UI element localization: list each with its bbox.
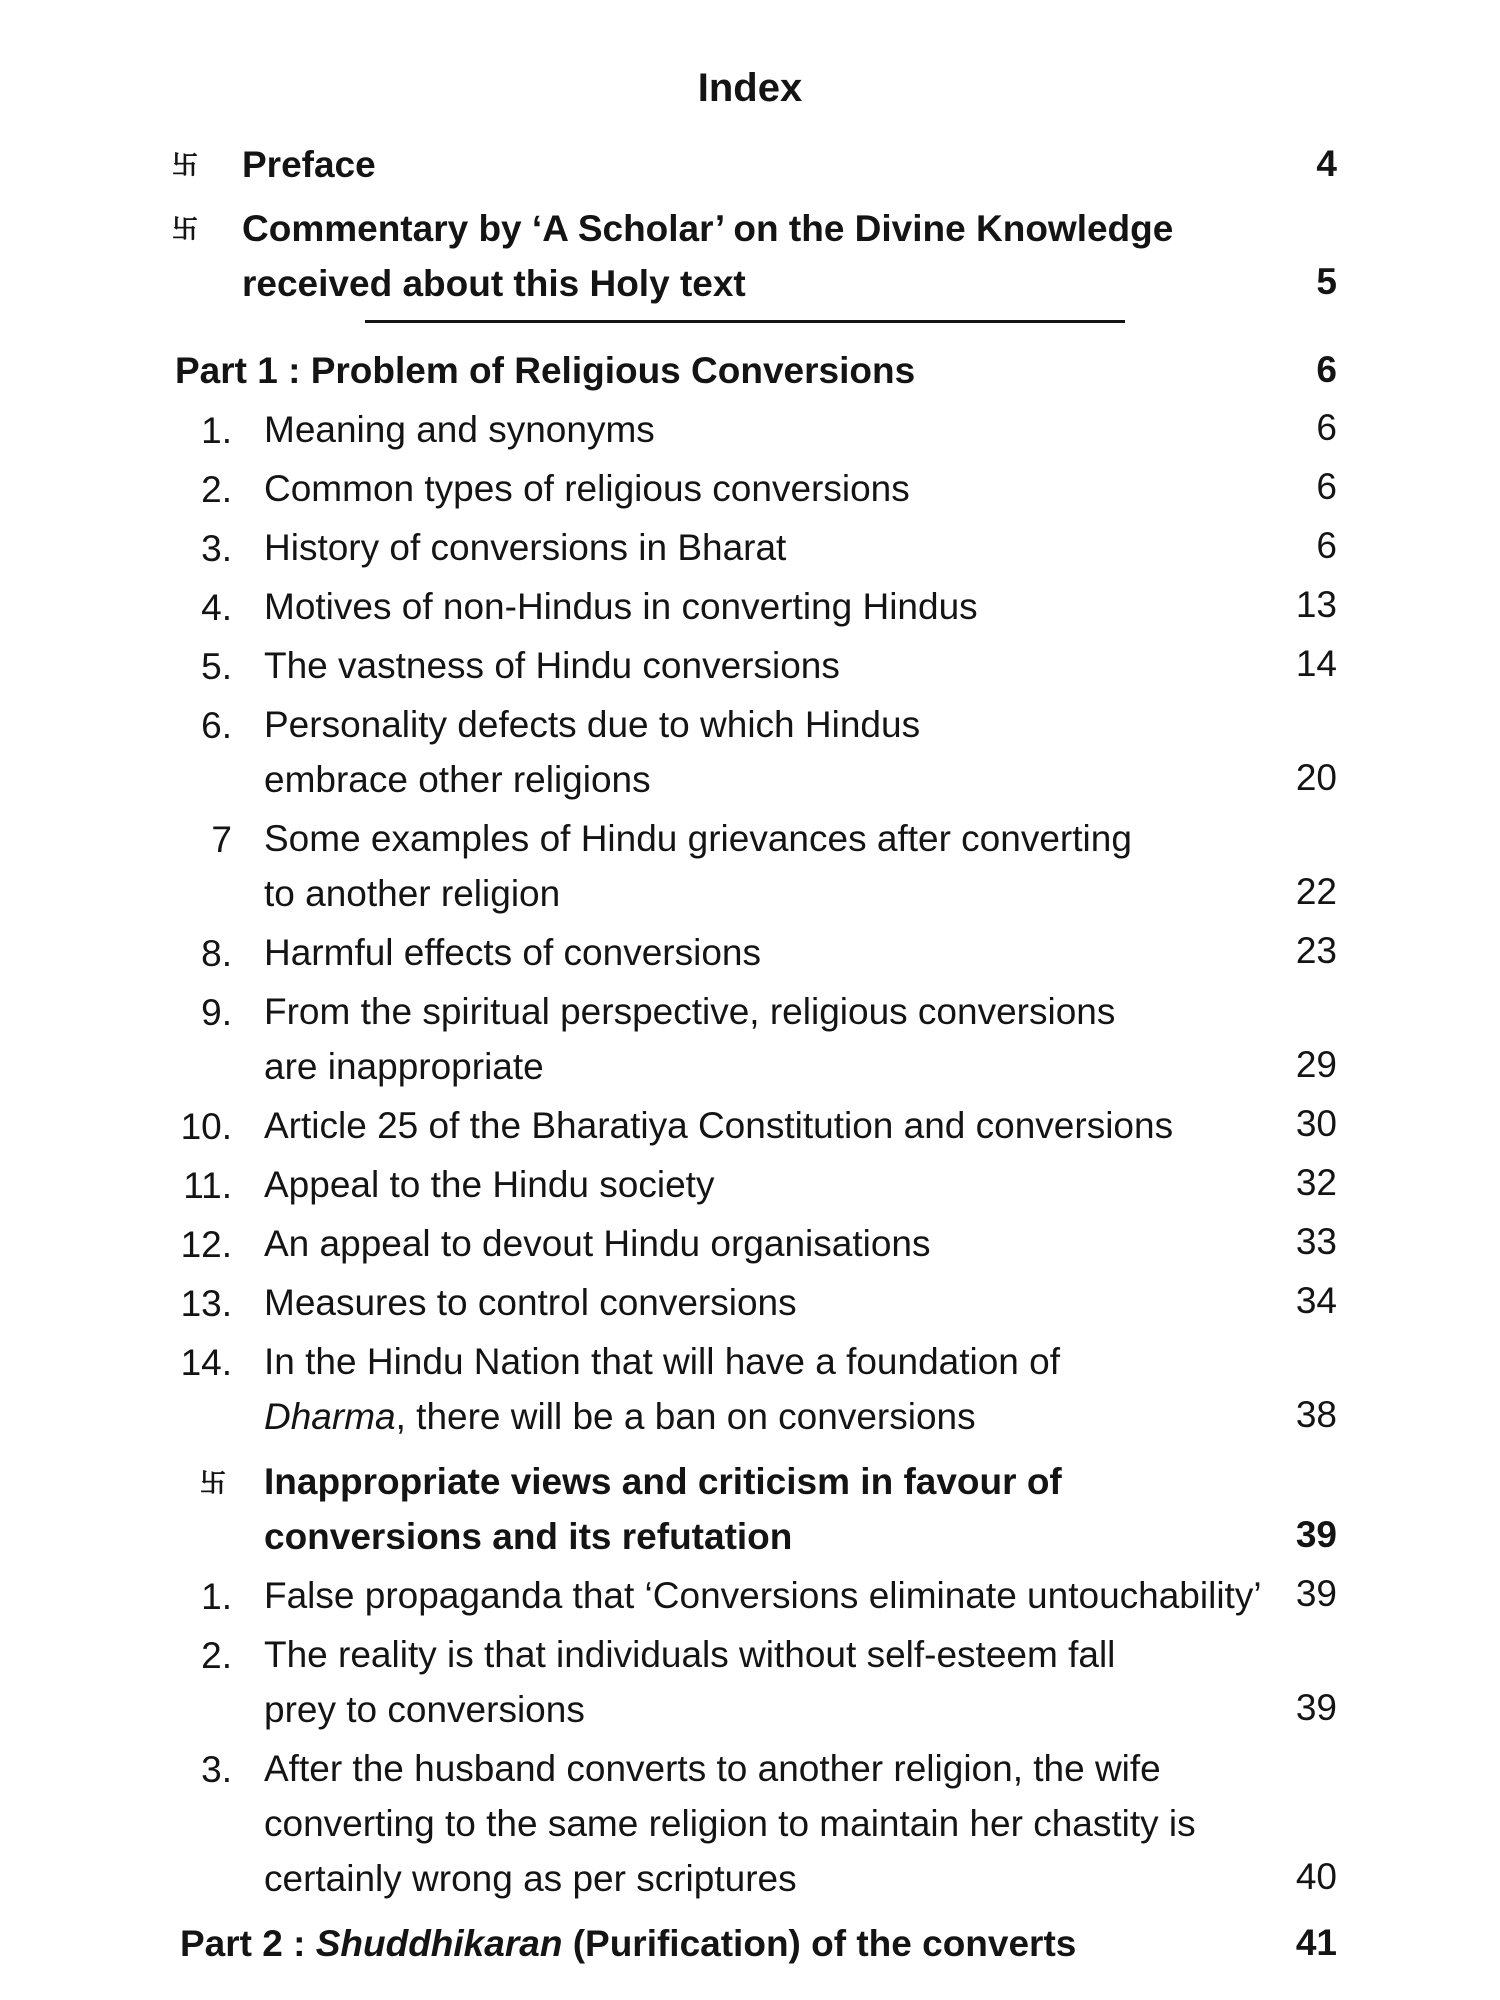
item-number: 9.	[201, 992, 232, 1033]
item-page: 38	[1295, 1394, 1337, 1435]
item-title: The reality is that individuals without self-esteem fall	[264, 1634, 1116, 1675]
part2-prefix: Part 2 :	[180, 1923, 316, 1964]
item-page: 33	[1295, 1221, 1337, 1262]
item-title: History of conversions in Bharat	[264, 527, 787, 568]
item-page: 32	[1295, 1162, 1337, 1203]
item-page: 13	[1295, 584, 1337, 625]
item-title: Meaning and synonyms	[264, 409, 655, 450]
item-title: The vastness of Hindu conversions	[264, 645, 840, 686]
part2-heading	[180, 1925, 1076, 1962]
item-number: 13.	[180, 1283, 232, 1324]
part1-page: 6	[1316, 349, 1337, 390]
item-title-line2: to another religion	[264, 873, 561, 914]
item-number: 5.	[201, 646, 232, 687]
item-page: 6	[1316, 407, 1337, 448]
toc-entry-preface: Preface	[242, 144, 376, 185]
item-title: Article 25 of the Bharatiya Constitution and conversions	[264, 1105, 1174, 1146]
item-page: 6	[1316, 466, 1337, 507]
item-number: 1.	[201, 1576, 232, 1617]
item-title-line2: are inappropriate	[264, 1046, 544, 1087]
item-page: 39	[1295, 1687, 1337, 1728]
item-title-line2: prey to conversions	[264, 1689, 585, 1730]
item-page: 23	[1295, 930, 1337, 971]
item-number: 2.	[201, 469, 232, 510]
item-title-line2	[264, 1398, 976, 1435]
subsection-page: 39	[1295, 1514, 1337, 1555]
part2-page: 41	[1295, 1922, 1337, 1963]
item-number: 4.	[201, 587, 232, 628]
item-title-line3: certainly wrong as per scriptures	[264, 1858, 797, 1899]
item-number: 6.	[201, 705, 232, 746]
item-number: 3.	[201, 528, 232, 569]
item-number: 3.	[201, 1749, 232, 1790]
item-title: Some examples of Hindu grievances after converting	[264, 818, 1132, 859]
item-title: Measures to control conversions	[264, 1282, 797, 1323]
item-number: 2.	[201, 1635, 232, 1676]
part1-title: Problem of Religious Conversions	[310, 350, 916, 391]
item-title: Personality defects due to which Hindus	[264, 704, 921, 745]
item-page: 39	[1295, 1573, 1337, 1614]
swastika-icon: 卐	[172, 151, 199, 181]
item-title: Motives of non-Hindus in converting Hindus	[264, 586, 978, 627]
swastika-icon: 卐	[172, 215, 199, 245]
toc-page-commentary: 5	[1316, 261, 1337, 302]
item-number: 8.	[201, 933, 232, 974]
item-title: Common types of religious conversions	[264, 468, 910, 509]
swastika-icon: 卐	[200, 1469, 227, 1499]
item-page: 29	[1295, 1044, 1337, 1085]
item-title: False propaganda that ‘Conversions eliminate untouchability’	[264, 1575, 1262, 1616]
item-title-line2: converting to the same religion to maintain her chastity is	[264, 1803, 1196, 1844]
part1-prefix: Part 1 :	[175, 350, 311, 391]
item-number: 14.	[180, 1342, 232, 1383]
subsection-heading: Inappropriate views and criticism in favour of	[264, 1461, 1062, 1502]
item-number: 1.	[201, 410, 232, 451]
toc-page-preface: 4	[1316, 143, 1337, 184]
item-number: 12.	[180, 1224, 232, 1265]
item-page: 20	[1295, 757, 1337, 798]
part1-heading	[175, 352, 915, 389]
item-number: 7	[211, 819, 232, 860]
item-title: In the Hindu Nation that will have a foundation of	[264, 1341, 1061, 1382]
item-page: 22	[1295, 871, 1337, 912]
item-page: 30	[1295, 1103, 1337, 1144]
item-page: 14	[1295, 643, 1337, 684]
section-divider	[365, 320, 1125, 323]
item-title: After the husband converts to another religion, the wife	[264, 1748, 1161, 1789]
item-title: An appeal to devout Hindu organisations	[264, 1223, 931, 1264]
dharma-term: Dharma	[264, 1396, 396, 1437]
item-page: 40	[1295, 1856, 1337, 1897]
part2-title-rest: (Purification) of the converts	[562, 1923, 1077, 1964]
item-title-line2: embrace other religions	[264, 759, 651, 800]
item-title: From the spiritual perspective, religious conversions	[264, 991, 1116, 1032]
item-title-line2-rest: , there will be a ban on conversions	[395, 1396, 976, 1437]
toc-entry-commentary: Commentary by ‘A Scholar’ on the Divine Knowledge	[242, 208, 1174, 249]
subsection-heading-line2: conversions and its refutation	[264, 1516, 793, 1557]
item-page: 34	[1295, 1280, 1337, 1321]
page-title: Index	[697, 66, 803, 110]
item-number: 11.	[183, 1165, 232, 1206]
item-title: Appeal to the Hindu society	[264, 1164, 715, 1205]
item-page: 6	[1316, 525, 1337, 566]
item-number: 10.	[180, 1106, 232, 1147]
toc-entry-commentary-line2: received about this Holy text	[242, 263, 746, 304]
item-title: Harmful effects of conversions	[264, 932, 761, 973]
part2-title-italic: Shuddhikaran	[315, 1923, 563, 1964]
